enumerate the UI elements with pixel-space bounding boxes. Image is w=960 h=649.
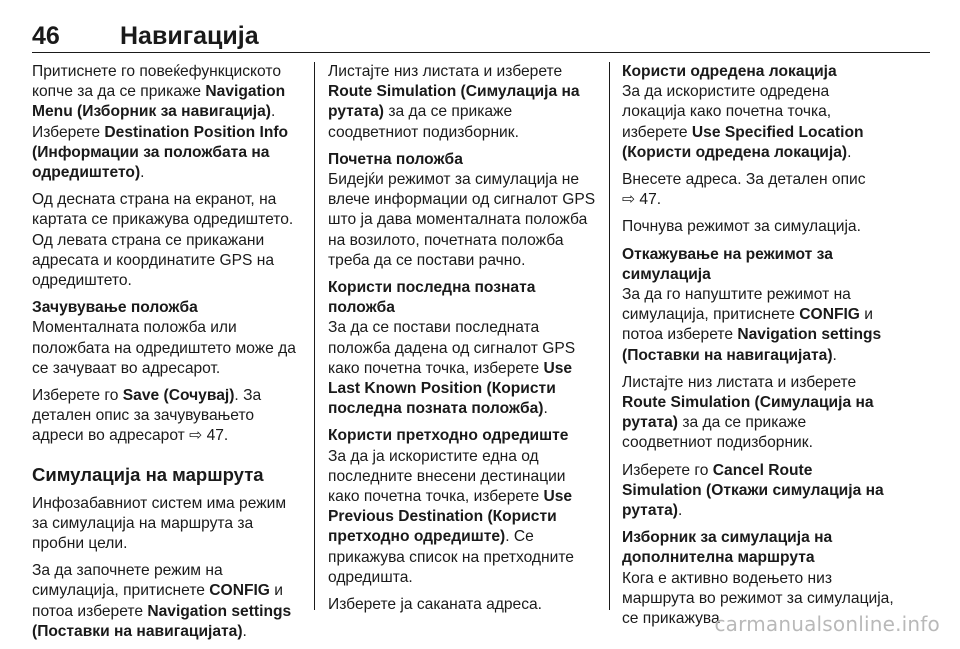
section-heading: Користи последна позната положба [328,279,536,317]
paragraph: Бидејќи режимот за симулација не влече информации од сигналот GPS што ја дава моменталната положба на возилото, почетната положба треба да се постави рачно. [328,171,596,269]
chapter-title: Навигација [120,22,259,50]
paragraph: Почнува режимот за симулација. [622,218,861,236]
paragraph: За да се постави последната положба дадена од сигналот GPS како почетна точка, изберете Use Last Known Position (Користи последна позната положба). [328,319,576,418]
column-2 [328,62,596,622]
paragraph: За да го напуштите режимот на симулација, притиснете CONFIG и потоа изберете Navigation settings (Поставки на навигацијата). [622,286,882,364]
section-heading: Користи одредена локација [622,63,837,80]
section-heading: Зачувување положба [32,299,198,317]
paragraph: Инфозабавниот систем има режим за симулација на маршрута за пробни цели. [32,494,287,553]
paragraph: За да искористите одредена локација како почетна точка, изберете Use Specified Location (Користи одредена локација). [622,83,864,161]
paragraph: За да ја искористите една од последните внесени дестинации како почетна точка, изберете Use Previous Destination (Користи претходно одредиште). Се прикажува список на претходните одредишта. [328,447,574,586]
page-number: 46 [32,22,60,50]
chapter-section-heading: Симулација на маршрута [32,463,264,485]
header-rule [32,52,930,53]
paragraph: Моменталната положба или положбата на одредиштето може да се зачуваат во адресарот. [32,319,296,377]
section-heading: Изборник за симулација на дополнителна маршрута [622,529,833,567]
column-divider [314,62,315,610]
paragraph: Притиснете го повеќефункциското копче за да се прикаже Navigation Menu (Изборник за навигација). Изберете Destination Position Info (Информации за положбата на одредиштето). [32,63,289,182]
paragraph: Од десната страна на екранот, на картата се прикажува одредиштето. Од левата страна се прикажани адресата и координатите GPS на одредиштето. [32,191,294,290]
arrow-ref-icon: ⇨ [622,191,636,209]
section-heading: Откажување на режимот за симулација [622,245,833,283]
paragraph: Изберете го Save (Сочувај). За детален опис за зачувувањето адреси во адресарот ⇨ 47. [32,387,262,445]
arrow-ref-icon: ⇨ [189,427,203,445]
page-header [32,22,930,56]
paragraph: Листајте низ листата и изберете Route Simulation (Симулација на рутата) за да се прикаже соодветниот подизборник. [622,373,874,452]
paragraph: Изберете ја саканата адреса. [328,596,543,614]
paragraph: За да започнете режим на симулација, притиснете CONFIG и потоа изберете Navigation settings (Поставки на навигацијата). [32,562,292,640]
column-divider [609,62,610,610]
paragraph: Внесете адреса. За детален опис ⇨ 47. [622,171,866,209]
section-heading: Почетна положба [328,150,463,168]
watermark: carmanualsonline.info [714,612,940,636]
section-heading: Користи претходно одредиште [328,427,569,445]
paragraph: Листајте низ листата и изберете Route Simulation (Симулација на рутата) за да се прикаже соодветниот подизборник. [328,63,580,141]
paragraph: Изберете го Cancel Route Simulation (Откажи симулација на рутата). [622,461,884,520]
column-1 [32,62,302,649]
paragraph: Кога е активно водењето низ маршрута во режимот за симулација, се прикажува [622,569,894,628]
column-3 [622,62,894,636]
